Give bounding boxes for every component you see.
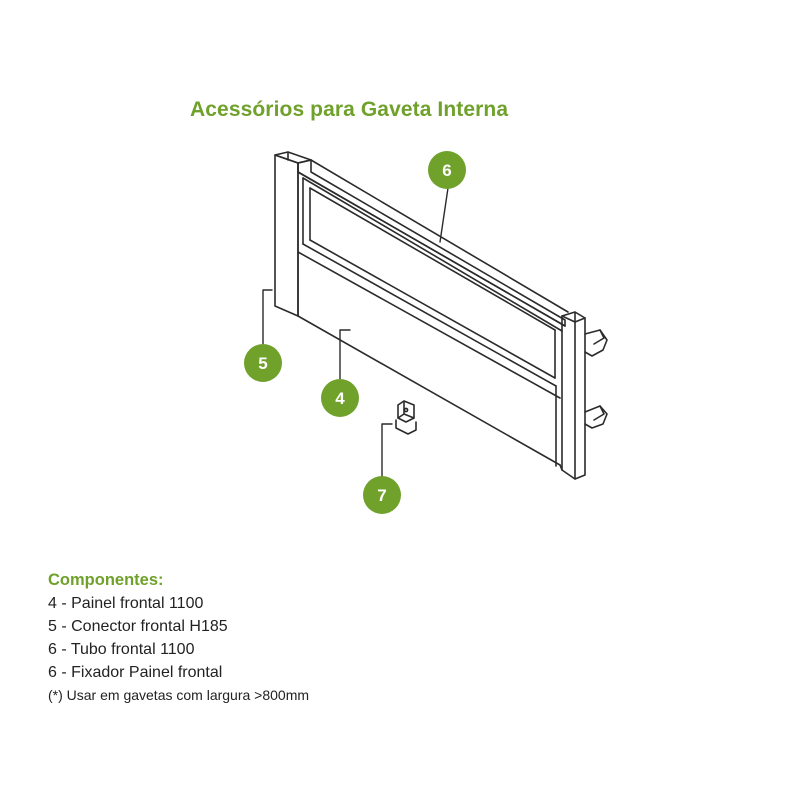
svg-text:7: 7: [377, 486, 387, 505]
callout-5: [244, 344, 282, 382]
svg-text:4: 4: [335, 389, 345, 408]
svg-text:5: 5: [258, 354, 268, 373]
components-heading-colon: :: [158, 571, 164, 589]
callout-4: [321, 379, 359, 417]
components-heading-text: Componentes: [48, 571, 159, 589]
component-item: 6 - Fixador Painel frontal: [48, 664, 223, 681]
components-heading: [48, 569, 309, 592]
svg-text:6: 6: [442, 161, 452, 180]
callout-6: [428, 151, 466, 189]
diagram-title: Acessórios para Gaveta Interna: [190, 98, 509, 121]
usage-note: (*) Usar em gavetas com largura >800mm: [48, 687, 310, 703]
component-item: 5 - Conector frontal H185: [48, 618, 228, 635]
side-clips: [585, 330, 607, 428]
components-list: [48, 569, 309, 706]
leader-lines: [263, 188, 448, 478]
panel-fixer-clip: [396, 401, 416, 434]
callout-7: [363, 476, 401, 514]
component-item: 6 - Tubo frontal 1100: [48, 641, 195, 658]
component-item: 4 - Painel frontal 1100: [48, 595, 204, 612]
front-connector-right: [560, 312, 585, 479]
front-tube: [298, 160, 568, 331]
